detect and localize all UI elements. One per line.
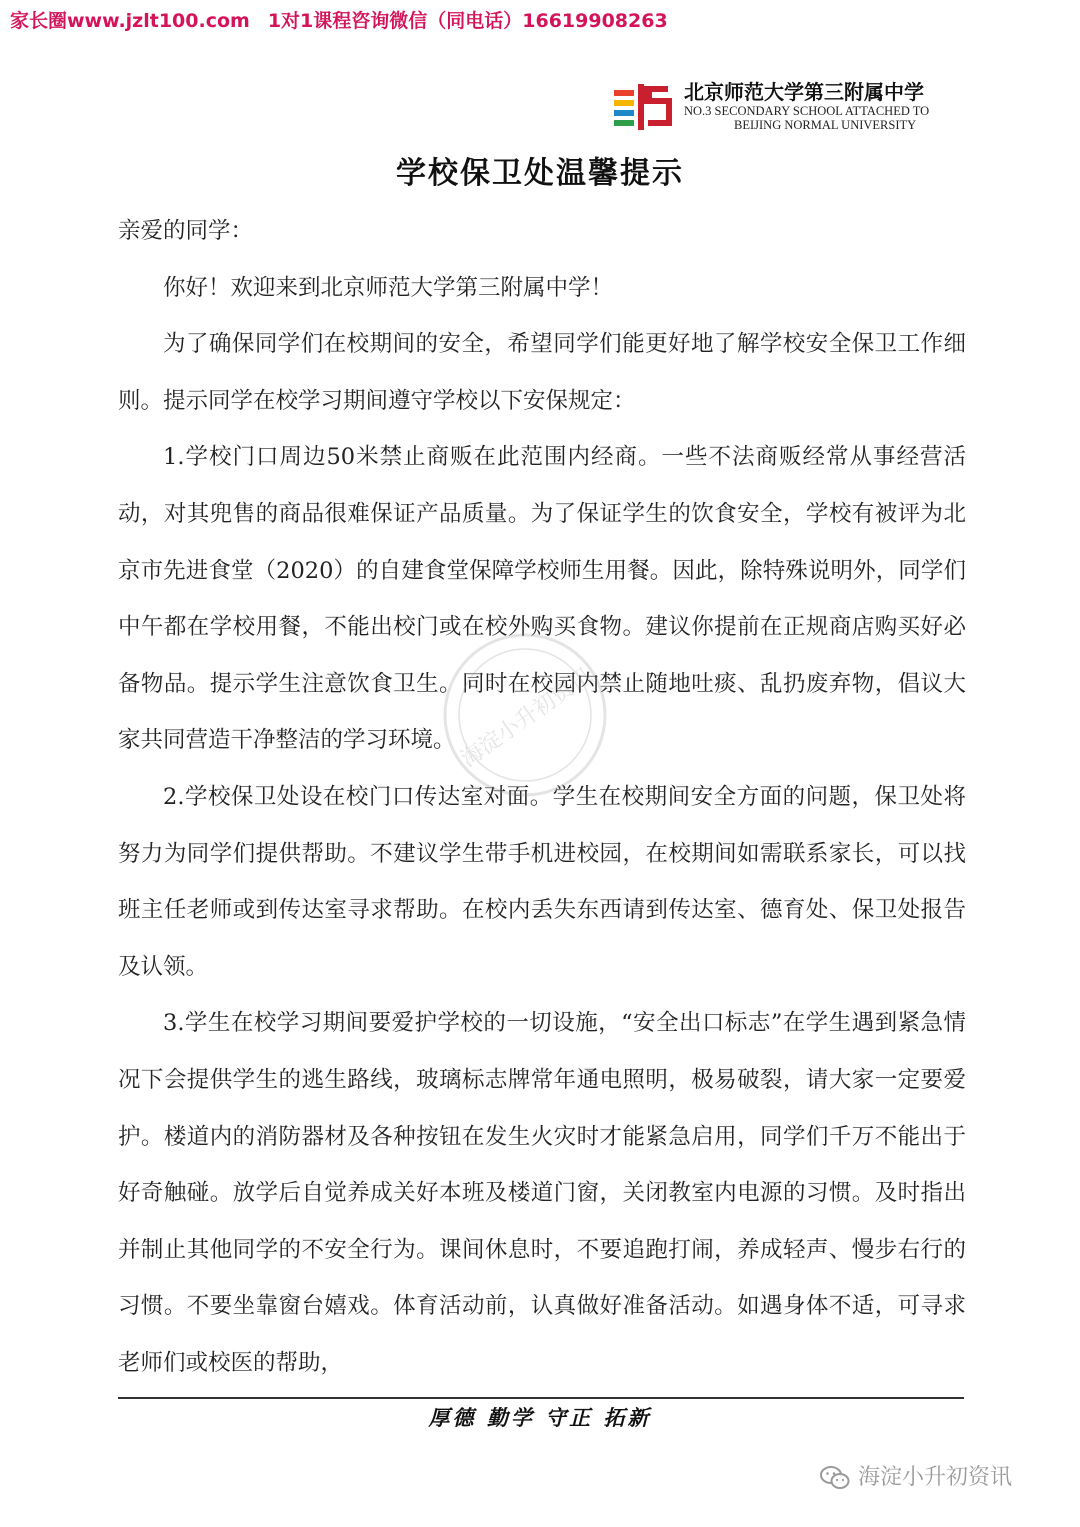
paragraph-intro: 为了确保同学们在校期间的安全，希望同学们能更好地了解学校安全保卫工作细则。提示同学在校学习期间遵守学校以下安保规定：	[118, 331, 966, 414]
paragraph-rule-1: 1.学校门口周边50米禁止商贩在此范围内经商。一些不法商贩经常从事经营活动，对其兜售的商品很难保证产品质量。为了保证学生的饮食安全，学校有被评为北京市先进食堂（2020）的自建食堂保障学校师生用餐。因此，除特殊说明外，同学们中午都在学校用餐，不能出校门或在校外购买食物。建议你提前在正规商店购买好必备物品。提示学生注意饮食卫生。同时在校园内禁止随地吐痰、乱扔废弃物，倡议大家共同营造干净整洁的学习环境。	[118, 444, 966, 754]
salutation: 亲爱的同学：	[118, 218, 254, 244]
footer-divider	[118, 1397, 964, 1399]
school-header	[614, 80, 964, 140]
watermark-text: 海淀小升初资讯	[456, 663, 598, 773]
school-name-en-line1: NO.3 SECONDARY SCHOOL ATTACHED TO	[684, 104, 930, 118]
banner-consult-text: 1对1课程咨询微信（同电话）16619908263	[267, 10, 668, 32]
paragraph-greeting: 你好！欢迎来到北京师范大学第三附属中学！	[163, 274, 614, 301]
wechat-account-tag[interactable]	[820, 1460, 1012, 1491]
top-banner	[10, 6, 668, 33]
wechat-icon	[820, 1465, 850, 1491]
paragraph-rule-3: 3.学生在校学习期间要爱护学校的一切设施，“安全出口标志”在学生遇到紧急情况下会提供学生的逃生路线，玻璃标志牌常年通电照明，极易破裂，请大家一定要爱护。楼道内的消防器材及各种按钮在发生火灾时才能紧急启用，同学们千万不能出于好奇触碰。放学后自觉养成关好本班及楼道门窗，关闭教室内电源的习惯。及时指出并制止其他同学的不安全行为。课间休息时，不要追跑打闹，养成轻声、慢步右行的习惯。不要坐靠窗台嬉戏。体育活动前，认真做好准备活动。如遇身体不适，可寻求老师们或校医的帮助，	[118, 1010, 966, 1376]
footer-motto: 厚德 勤学 守正 拓新	[428, 1405, 652, 1430]
notice-body	[118, 203, 966, 1391]
school-logo-icon	[614, 82, 676, 136]
school-name-cn: 北京师范大学第三附属中学	[684, 80, 924, 104]
banner-site-link[interactable]: 家长圈www.jzlt100.com	[10, 10, 250, 32]
paragraph-rule-2: 2.学校保卫处设在校门口传达室对面。学生在校期间安全方面的问题，保卫处将努力为同学们提供帮助。不建议学生带手机进校园，在校期间如需联系家长，可以找班主任老师或到传达室寻求帮助。在校内丢失东西请到传达室、德育处、保卫处报告及认领。	[118, 783, 966, 980]
page-title: 学校保卫处温馨提示	[396, 156, 684, 191]
school-name-en-line2: BEIJING NORMAL UNIVERSITY	[734, 118, 917, 132]
wechat-account-name: 海淀小升初资讯	[858, 1465, 1013, 1490]
